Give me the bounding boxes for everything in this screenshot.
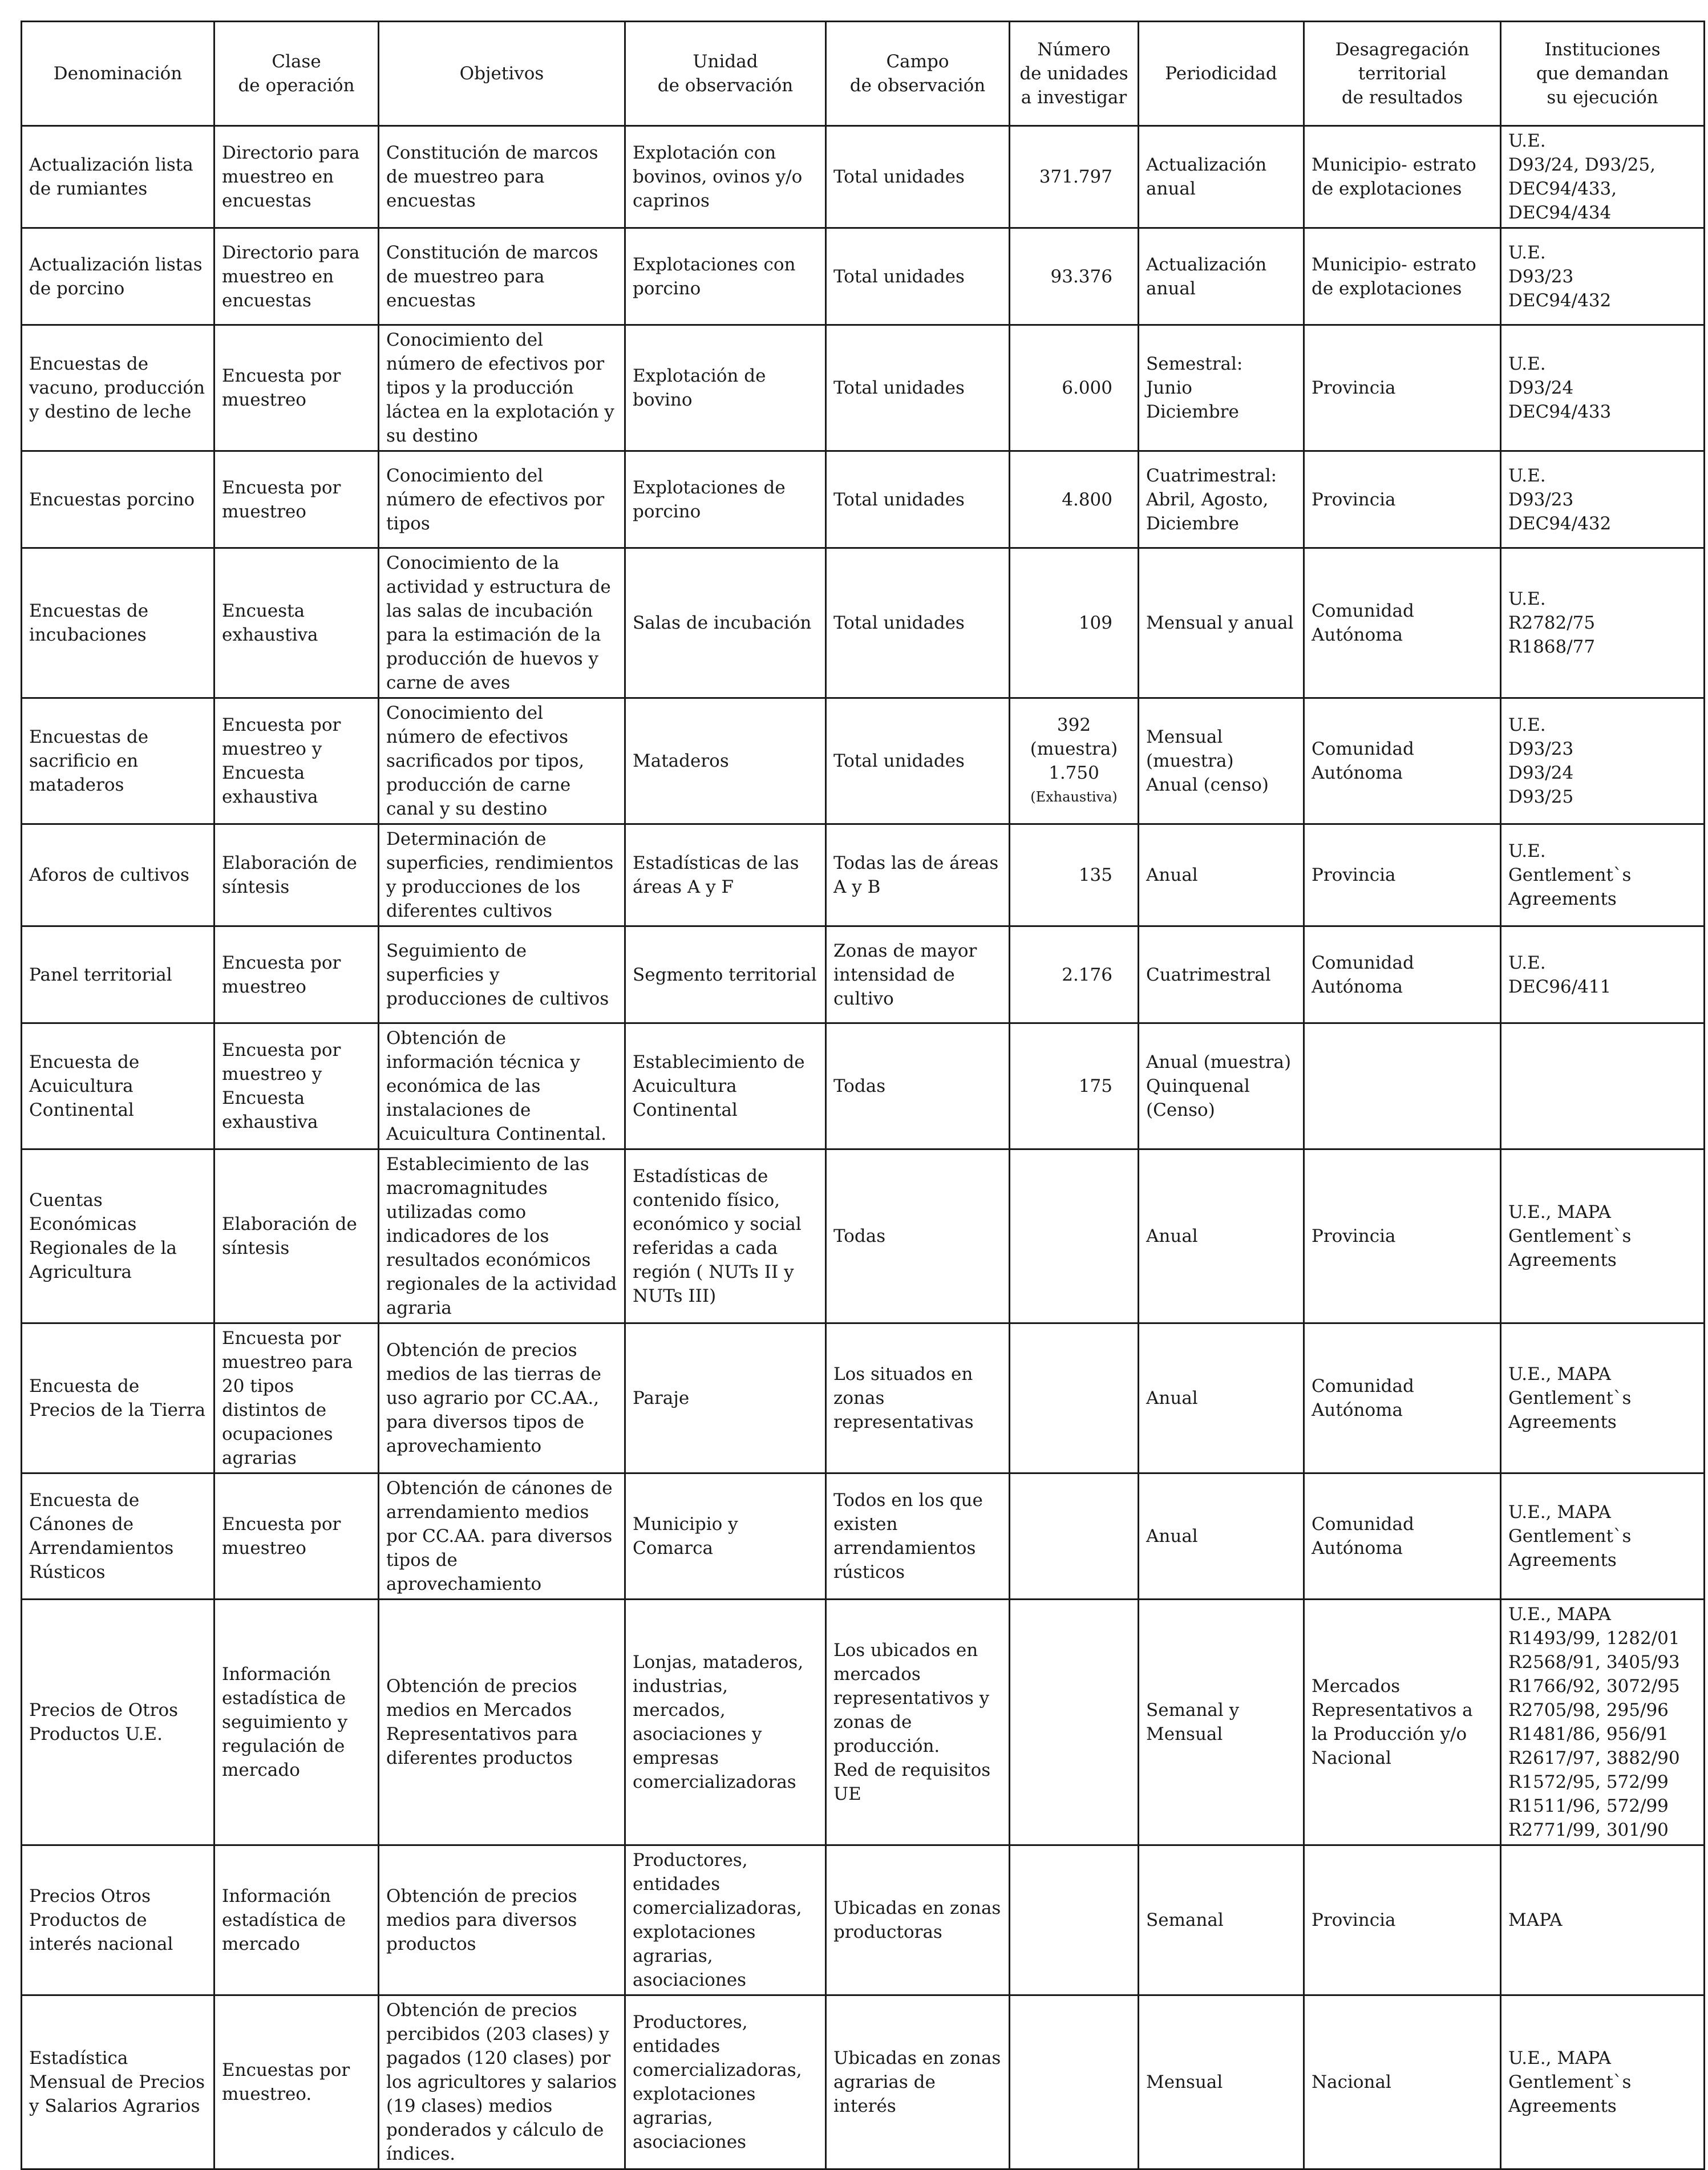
cell-instituciones: U.E. D93/23 D93/24 D93/25 [1501, 698, 1705, 824]
table-row [22, 126, 1705, 228]
cell-unidad: Mataderos [625, 698, 826, 824]
cell-periodicidad: Anual [1139, 824, 1304, 926]
cell-denominacion: Precios Otros Productos de interés nacional [22, 1845, 214, 1995]
cell-objetivos: Conocimiento del número de efectivos por tipos [379, 451, 625, 548]
cell-denominacion: Precios de Otros Productos U.E. [22, 1600, 214, 1845]
cell-desagregacion: Municipio- estrato de explotaciones [1304, 228, 1501, 325]
cell-numero [1010, 1149, 1139, 1323]
cell-objetivos: Obtención de información técnica y económica de las instalaciones de Acuicultura Continental. [379, 1023, 625, 1149]
table-row [22, 926, 1705, 1023]
table-row [22, 548, 1705, 698]
cell-desagregacion: Municipio- estrato de explotaciones [1304, 126, 1501, 228]
table-row [22, 1845, 1705, 1995]
cell-clase: Encuesta por muestreo [214, 451, 379, 548]
table-row [22, 325, 1705, 451]
statistics-table-page [21, 21, 1703, 2170]
cell-unidad: Salas de incubación [625, 548, 826, 698]
cell-instituciones [1501, 1023, 1705, 1149]
cell-periodicidad: Semanal [1139, 1845, 1304, 1995]
cell-objetivos: Obtención de precios medios en Mercados Representativos para diferentes productos [379, 1600, 625, 1845]
cell-unidad: Establecimiento de Acuicultura Continental [625, 1023, 826, 1149]
cell-campo: Todos en los que existen arrendamientos rústicos [826, 1473, 1010, 1600]
cell-clase: Información estadística de seguimiento y regulación de mercado [214, 1600, 379, 1845]
cell-numero [1010, 1473, 1139, 1600]
cell-denominacion: Estadística Mensual de Precios y Salarios Agrarios [22, 1995, 214, 2169]
cell-denominacion: Panel territorial [22, 926, 214, 1023]
cell-campo: Total unidades [826, 228, 1010, 325]
cell-desagregacion: Comunidad Autónoma [1304, 548, 1501, 698]
cell-desagregacion: Mercados Representativos a la Producción y/o Nacional [1304, 1600, 1501, 1845]
cell-denominacion: Encuestas de sacrificio en mataderos [22, 698, 214, 824]
cell-campo: Todas [826, 1149, 1010, 1323]
cell-periodicidad: Actualización anual [1139, 228, 1304, 325]
cell-denominacion: Encuestas de incubaciones [22, 548, 214, 698]
cell-periodicidad: Anual [1139, 1323, 1304, 1473]
cell-clase: Encuesta por muestreo [214, 1473, 379, 1600]
header-unidad: Unidad de observación [625, 22, 826, 126]
cell-objetivos: Constitución de marcos de muestreo para encuestas [379, 228, 625, 325]
cell-periodicidad: Anual (muestra) Quinquenal (Censo) [1139, 1023, 1304, 1149]
cell-instituciones: U.E., MAPA R1493/99, 1282/01 R2568/91, 3405/93 R1766/92, 3072/95 R2705/98, 295/96 R1481/86, 956/91 R2617/97, 3882/90 R1572/95, 572/99 R1511/96, 572/99 R2771/99, 301/90 [1501, 1600, 1705, 1845]
cell-campo: Ubicadas en zonas productoras [826, 1845, 1010, 1995]
cell-instituciones: U.E., MAPA Gentlement`s Agreements [1501, 1473, 1705, 1600]
table-row [22, 1023, 1705, 1149]
cell-denominacion: Encuestas de vacuno, producción y destino de leche [22, 325, 214, 451]
cell-numero [1010, 1845, 1139, 1995]
cell-objetivos: Obtención de precios medios para diversos productos [379, 1845, 625, 1995]
statistical-operations-table [21, 21, 1705, 2170]
header-clase: Clase de operación [214, 22, 379, 126]
cell-periodicidad: Mensual [1139, 1995, 1304, 2169]
table-row [22, 1323, 1705, 1473]
cell-campo: Los ubicados en mercados representativos y zonas de producción. Red de requisitos UE [826, 1600, 1010, 1845]
units-value: 392 (muestra) 1.750 [1030, 715, 1118, 783]
cell-unidad: Estadísticas de contenido físico, económico y social referidas a cada región ( NUTs II y NUTs III) [625, 1149, 826, 1323]
cell-numero [1010, 698, 1139, 824]
header-objetivos: Objetivos [379, 22, 625, 126]
table-row [22, 824, 1705, 926]
cell-periodicidad: Actualización anual [1139, 126, 1304, 228]
cell-unidad: Lonjas, mataderos, industrias, mercados, asociaciones y empresas comercializadoras [625, 1600, 826, 1845]
cell-clase: Encuestas por muestreo. [214, 1995, 379, 2169]
cell-desagregacion: Provincia [1304, 1845, 1501, 1995]
cell-denominacion: Actualización listas de porcino [22, 228, 214, 325]
cell-unidad: Estadísticas de las áreas A y F [625, 824, 826, 926]
cell-periodicidad: Mensual (muestra) Anual (censo) [1139, 698, 1304, 824]
table-body [22, 126, 1705, 2169]
cell-instituciones: U.E., MAPA Gentlement`s Agreements [1501, 1323, 1705, 1473]
cell-numero: 93.376 [1010, 228, 1139, 325]
cell-numero: 371.797 [1010, 126, 1139, 228]
cell-clase: Información estadística de mercado [214, 1845, 379, 1995]
cell-desagregacion: Provincia [1304, 451, 1501, 548]
cell-numero: 4.800 [1010, 451, 1139, 548]
cell-unidad: Paraje [625, 1323, 826, 1473]
cell-instituciones: U.E. D93/24 DEC94/433 [1501, 325, 1705, 451]
cell-desagregacion: Provincia [1304, 1149, 1501, 1323]
cell-campo: Todas [826, 1023, 1010, 1149]
cell-campo: Total unidades [826, 451, 1010, 548]
cell-numero: 6.000 [1010, 325, 1139, 451]
cell-periodicidad: Anual [1139, 1149, 1304, 1323]
cell-campo: Ubicadas en zonas agrarias de interés [826, 1995, 1010, 2169]
cell-objetivos: Conocimiento del número de efectivos sacrificados por tipos, producción de carne canal y su destino [379, 698, 625, 824]
cell-campo: Los situados en zonas representativas [826, 1323, 1010, 1473]
cell-instituciones: MAPA [1501, 1845, 1705, 1995]
cell-campo: Total unidades [826, 126, 1010, 228]
header-desagregacion: Desagregación territorial de resultados [1304, 22, 1501, 126]
cell-campo: Total unidades [826, 325, 1010, 451]
cell-clase: Encuesta por muestreo [214, 325, 379, 451]
cell-clase: Encuesta por muestreo y Encuesta exhaustiva [214, 698, 379, 824]
table-row [22, 698, 1705, 824]
cell-numero: 109 [1010, 548, 1139, 698]
cell-unidad: Explotación de bovino [625, 325, 826, 451]
cell-desagregacion: Comunidad Autónoma [1304, 1473, 1501, 1600]
header-instituciones: Instituciones que demandan su ejecución [1501, 22, 1705, 126]
cell-desagregacion: Provincia [1304, 325, 1501, 451]
cell-objetivos: Determinación de superficies, rendimientos y producciones de los diferentes cultivos [379, 824, 625, 926]
cell-clase: Encuesta por muestreo [214, 926, 379, 1023]
cell-clase: Encuesta exhaustiva [214, 548, 379, 698]
cell-denominacion: Actualización lista de rumiantes [22, 126, 214, 228]
cell-objetivos: Obtención de precios medios de las tierras de uso agrario por CC.AA., para diversos tipos de aprovechamiento [379, 1323, 625, 1473]
cell-instituciones: U.E. D93/23 DEC94/432 [1501, 228, 1705, 325]
cell-instituciones: U.E., MAPA Gentlement`s Agreements [1501, 1149, 1705, 1323]
table-row [22, 451, 1705, 548]
cell-campo: Total unidades [826, 698, 1010, 824]
table-row [22, 1473, 1705, 1600]
cell-objetivos: Conocimiento del número de efectivos por tipos y la producción láctea en la explotación y su destino [379, 325, 625, 451]
cell-periodicidad: Anual [1139, 1473, 1304, 1600]
header-row [22, 22, 1705, 126]
units-note: (Exhaustiva) [1030, 789, 1118, 805]
cell-denominacion: Encuesta de Precios de la Tierra [22, 1323, 214, 1473]
cell-objetivos: Conocimiento de la actividad y estructura de las salas de incubación para la estimación de la producción de huevos y carne de aves [379, 548, 625, 698]
cell-objetivos: Constitución de marcos de muestreo para encuestas [379, 126, 625, 228]
table-header [22, 22, 1705, 126]
cell-instituciones: U.E. D93/23 DEC94/432 [1501, 451, 1705, 548]
cell-unidad: Explotaciones con porcino [625, 228, 826, 325]
cell-periodicidad: Semanal y Mensual [1139, 1600, 1304, 1845]
cell-desagregacion: Comunidad Autónoma [1304, 926, 1501, 1023]
cell-periodicidad: Mensual y anual [1139, 548, 1304, 698]
header-numero: Número de unidades a investigar [1010, 22, 1139, 126]
cell-denominacion: Encuesta de Cánones de Arrendamientos Rústicos [22, 1473, 214, 1600]
cell-objetivos: Establecimiento de las macromagnitudes utilizadas como indicadores de los resultados económicos regionales de la actividad agraria [379, 1149, 625, 1323]
cell-unidad: Explotación con bovinos, ovinos y/o caprinos [625, 126, 826, 228]
cell-clase: Elaboración de síntesis [214, 824, 379, 926]
table-row [22, 1149, 1705, 1323]
cell-instituciones: U.E. D93/24, D93/25, DEC94/433, DEC94/434 [1501, 126, 1705, 228]
cell-periodicidad: Semestral: Junio Diciembre [1139, 325, 1304, 451]
cell-denominacion: Cuentas Económicas Regionales de la Agricultura [22, 1149, 214, 1323]
cell-unidad: Explotaciones de porcino [625, 451, 826, 548]
cell-clase: Encuesta por muestreo y Encuesta exhaustiva [214, 1023, 379, 1149]
cell-objetivos: Obtención de cánones de arrendamiento medios por CC.AA. para diversos tipos de aprovechamiento [379, 1473, 625, 1600]
cell-campo: Todas las de áreas A y B [826, 824, 1010, 926]
header-periodicidad: Periodicidad [1139, 22, 1304, 126]
cell-desagregacion: Provincia [1304, 824, 1501, 926]
cell-periodicidad: Cuatrimestral: Abril, Agosto, Diciembre [1139, 451, 1304, 548]
cell-numero: 2.176 [1010, 926, 1139, 1023]
cell-instituciones: U.E. Gentlement`s Agreements [1501, 824, 1705, 926]
cell-denominacion: Encuesta de Acuicultura Continental [22, 1023, 214, 1149]
cell-clase: Directorio para muestreo en encuestas [214, 126, 379, 228]
cell-numero: 135 [1010, 824, 1139, 926]
cell-unidad: Productores, entidades comercializadoras, explotaciones agrarias, asociaciones [625, 1845, 826, 1995]
cell-numero: 175 [1010, 1023, 1139, 1149]
cell-clase: Directorio para muestreo en encuestas [214, 228, 379, 325]
cell-desagregacion [1304, 1023, 1501, 1149]
cell-periodicidad: Cuatrimestral [1139, 926, 1304, 1023]
cell-instituciones: U.E., MAPA Gentlement`s Agreements [1501, 1995, 1705, 2169]
cell-objetivos: Obtención de precios percibidos (203 clases) y pagados (120 clases) por los agricultores y salarios (19 clases) medios ponderados y cálculo de índices. [379, 1995, 625, 2169]
cell-objetivos: Seguimiento de superficies y producciones de cultivos [379, 926, 625, 1023]
cell-denominacion: Aforos de cultivos [22, 824, 214, 926]
cell-clase: Elaboración de síntesis [214, 1149, 379, 1323]
cell-campo: Total unidades [826, 548, 1010, 698]
cell-instituciones: U.E. DEC96/411 [1501, 926, 1705, 1023]
header-denominacion: Denominación [22, 22, 214, 126]
cell-denominacion: Encuestas porcino [22, 451, 214, 548]
cell-numero [1010, 1323, 1139, 1473]
cell-unidad: Municipio y Comarca [625, 1473, 826, 1600]
cell-instituciones: U.E. R2782/75 R1868/77 [1501, 548, 1705, 698]
cell-unidad: Segmento territorial [625, 926, 826, 1023]
cell-campo: Zonas de mayor intensidad de cultivo [826, 926, 1010, 1023]
cell-desagregacion: Comunidad Autónoma [1304, 698, 1501, 824]
cell-numero [1010, 1995, 1139, 2169]
cell-unidad: Productores, entidades comercializadoras, explotaciones agrarias, asociaciones [625, 1995, 826, 2169]
table-row [22, 1600, 1705, 1845]
table-row [22, 228, 1705, 325]
cell-desagregacion: Comunidad Autónoma [1304, 1323, 1501, 1473]
header-campo: Campo de observación [826, 22, 1010, 126]
cell-desagregacion: Nacional [1304, 1995, 1501, 2169]
cell-numero [1010, 1600, 1139, 1845]
table-row [22, 1995, 1705, 2169]
cell-clase: Encuesta por muestreo para 20 tipos distintos de ocupaciones agrarias [214, 1323, 379, 1473]
